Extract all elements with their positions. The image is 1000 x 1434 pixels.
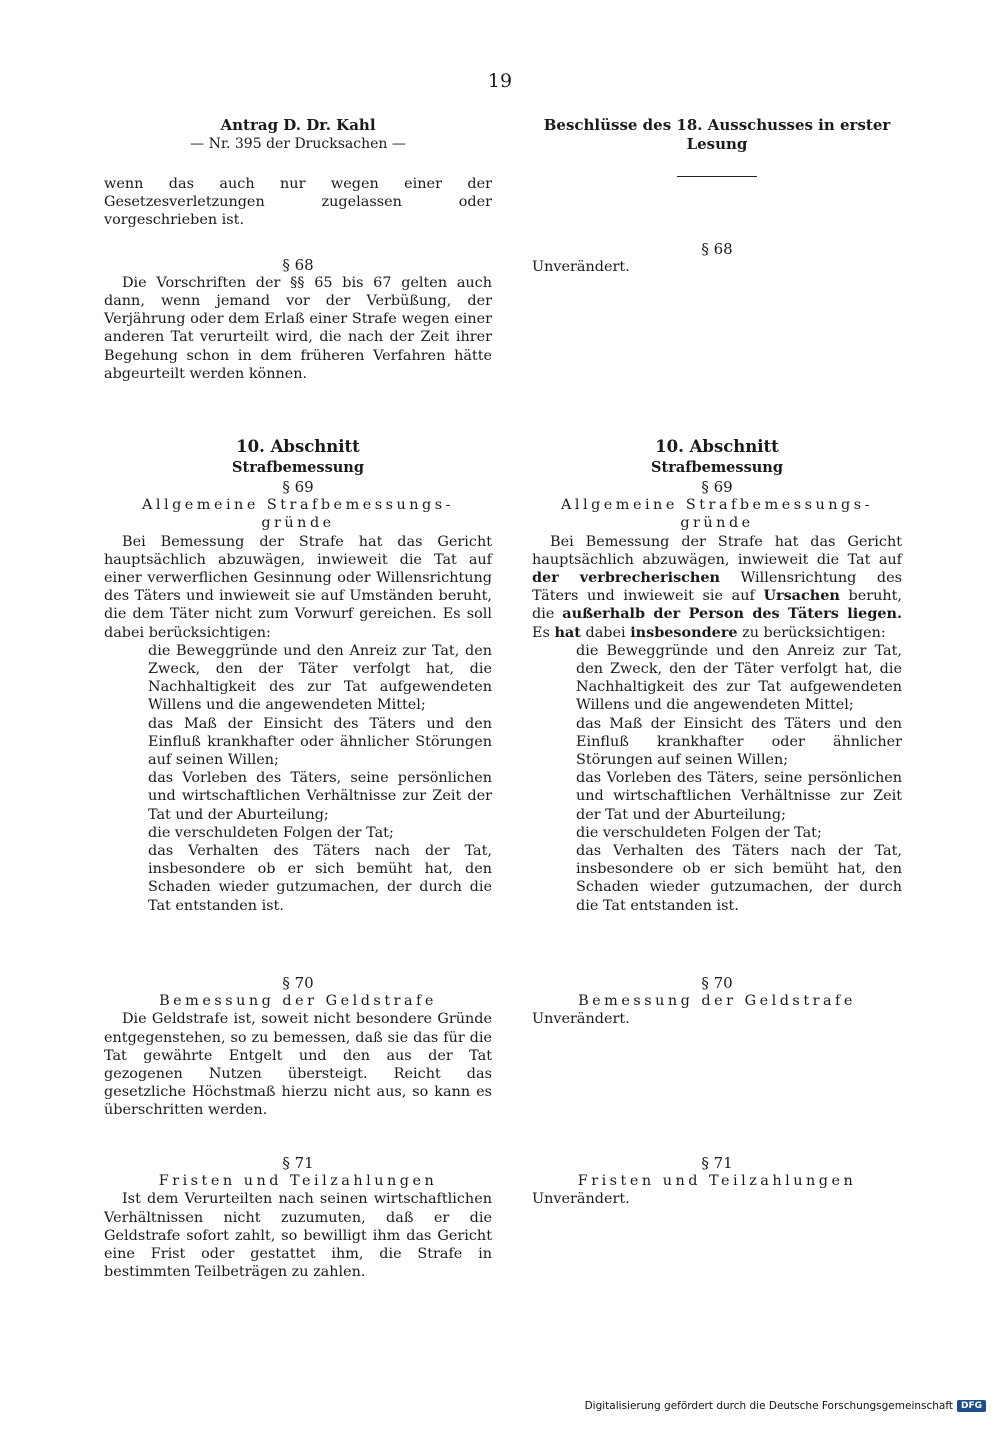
left-section-68-number: § 68 — [282, 255, 314, 274]
left-section-69-item: die Beweggründe und den Anreiz zur Tat, den Zweck, den der Täter verfolgt hat, die Nachhaltigkeit des zur Tat aufgewendeten Willens und die angewendeten Mittel; — [148, 642, 492, 714]
left-chapter-title: 10. Abschnitt — [236, 437, 360, 456]
left-column-header: Antrag D. Dr. Kahl — [220, 116, 376, 134]
left-chapter-subtitle: Strafbemessung — [232, 459, 364, 476]
left-column — [104, 116, 492, 1281]
intro-part: Willensrichtung des Täters und inwieweit sie auf — [532, 570, 902, 605]
left-section-71-title: Fristen und Teilzahlungen — [158, 1173, 438, 1190]
amended-text: außerhalb der Person des Täters liegen. — [562, 605, 903, 623]
right-column-header: Beschlüsse des 18. Ausschusses in erster Lesung — [543, 116, 891, 153]
left-section-71-number: § 71 — [282, 1154, 314, 1172]
left-section-68-text: Die Vorschriften der §§ 65 bis 67 gelten auch dann, wenn jemand vor der Verbüßung, der Verjährung oder dem Erlaß einer Strafe wegen einer anderen Tat verurteilt wird, die nach der Zeit ihrer Begehung schon in dem früheren Verfahren hätte abgeurteilt werden können. — [104, 274, 492, 382]
left-section-71-text: Ist dem Verurteilten nach seinen wirtschaftlichen Verhältnissen nicht zuzumuten, daß er die Geldstrafe sofort zahlt, so bewilligt ihm das Gericht eine Frist oder gestattet ihm, die Strafe in bestimmten Teilbeträgen zu zahlen. — [104, 1191, 492, 1281]
right-section-69-intro — [532, 533, 902, 642]
intro-part: zu berücksichtigen: — [737, 624, 886, 641]
right-section-69-title: Allgemeine Strafbemessungs- — [560, 497, 874, 514]
right-section-70-number: § 70 — [701, 974, 733, 992]
left-section-69-number: § 69 — [282, 478, 314, 496]
intro-part: dabei — [580, 624, 631, 641]
header-rule — [677, 176, 757, 177]
right-section-69-number: § 69 — [701, 478, 733, 496]
right-section-71-title: Fristen und Teilzahlungen — [577, 1173, 857, 1190]
page-number: 19 — [487, 70, 513, 92]
intro-part: Es — [532, 624, 555, 641]
right-chapter-subtitle: Strafbemessung — [651, 459, 783, 476]
amended-text: Ursachen — [763, 587, 840, 605]
right-section-69-item: die verschuldeten Folgen der Tat; — [576, 824, 822, 841]
right-section-69-item: das Vorleben des Täters, seine persönlichen und wirtschaftlichen Verhältnisse zur Zeit der Tat und der Aburteilung; — [576, 770, 902, 823]
left-section-69-item: das Verhalten des Täters nach der Tat, insbesondere ob er sich bemüht hat, den Schaden wieder gutzumachen, der durch die Tat entstanden ist. — [148, 843, 492, 914]
footer — [585, 1400, 986, 1412]
left-section-69-item: das Vorleben des Täters, seine persönlichen und wirtschaftlichen Verhältnisse zur Zeit der Tat und der Aburteilung; — [148, 770, 492, 823]
left-section-69-item: das Maß der Einsicht des Täters und den Einfluß krankhafter oder ähnlicher Störungen auf seinen Willen; — [148, 715, 492, 769]
left-section-69-item: die verschuldeten Folgen der Tat; — [148, 824, 394, 841]
left-intro-text: wenn das auch nur wegen einer der Gesetzesverletzungen zugelassen oder vorgeschrieben ist. — [104, 176, 492, 229]
left-column-subheader: — Nr. 395 der Drucksachen — — [190, 136, 406, 152]
amended-text: hat — [554, 623, 581, 641]
right-section-71-text: Unverändert. — [532, 1191, 630, 1208]
right-section-69-title-cont: gründe — [680, 515, 754, 532]
amended-text: der verbrecherischen — [532, 569, 721, 587]
intro-part: Bei Bemessung der Strafe hat das Gericht hauptsächlich abzuwägen, inwieweit die Tat auf — [532, 533, 902, 568]
right-section-68-number: § 68 — [701, 240, 733, 258]
right-column — [532, 116, 903, 1208]
footer-credit: Digitalisierung gefördert durch die Deutsche Forschungsgemeinschaft — [584, 1400, 953, 1412]
right-section-68-text: Unverändert. — [532, 259, 630, 276]
right-section-69-item: das Maß der Einsicht des Täters und den Einfluß krankhafter oder ähnlicher Störungen auf seinen Willen; — [576, 715, 902, 769]
right-section-69-item: die Beweggründe und den Anreiz zur Tat, den Zweck, den der Täter verfolgt hat, die Nachhaltigkeit des zur Tat aufgewendeten Willens und die angewendeten Mittel; — [576, 642, 902, 714]
left-section-70-title: Bemessung der Geldstrafe — [159, 993, 437, 1010]
right-section-70-text: Unverändert. — [532, 1011, 630, 1028]
right-section-71-number: § 71 — [701, 1154, 733, 1172]
right-section-69-item: das Verhalten des Täters nach der Tat, insbesondere ob er sich bemüht hat, den Schaden wieder gutzumachen, der durch die Tat entstanden ist. — [576, 843, 902, 914]
right-chapter-title: 10. Abschnitt — [655, 437, 779, 456]
intro-part: beruht, die — [532, 588, 902, 623]
left-section-69-title: Allgemeine Strafbemessungs- — [141, 497, 455, 514]
amended-text: insbesondere — [630, 623, 738, 641]
dfg-logo-icon: DFG — [957, 1400, 986, 1412]
left-section-69-intro: Bei Bemessung der Strafe hat das Gericht hauptsächlich abzuwägen, inwieweit die Tat auf einer verwerflichen Gesinnung oder Willensrichtung des Täters und inwieweit sie auf Umständen beruht, die dem Täter nicht zum Vorwurf gereichen. Es soll dabei berücksichtigen: — [104, 533, 492, 641]
right-section-70-title: Bemessung der Geldstrafe — [578, 993, 856, 1010]
left-section-69-title-cont: gründe — [261, 515, 335, 532]
left-section-70-number: § 70 — [282, 974, 314, 992]
left-section-70-text: Die Geldstrafe ist, soweit nicht besondere Gründe entgegenstehen, so zu bemessen, daß sie das für die Tat gewährte Entgelt und den aus der Tat gezogenen Nutzen übersteigt. Reicht das gesetzliche Höchstmaß hierzu nicht aus, so kann es überschritten werden. — [104, 1011, 492, 1119]
